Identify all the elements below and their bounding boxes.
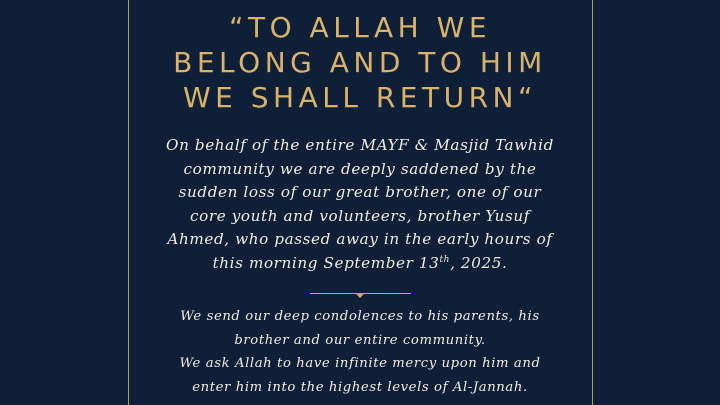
condolence-line: brother and our entire community. [234,332,486,348]
condolence-line: We ask Allah to have infinite mercy upon him and [179,356,541,371]
quote-title [130,10,590,115]
date-prefix: this morning September 13 [212,253,440,272]
divider-notch [356,294,364,298]
condolence-line: enter him into the highest levels of Al-Jannah. [192,379,528,395]
date-ordinal-suffix: th [439,254,451,265]
message-date-line [130,252,590,276]
message-line: Ahmed, who passed away in the early hours of [167,230,553,248]
date-end: , 2025. [450,253,508,272]
announcement-message [130,134,590,275]
title-line: WE SHALL RETURN“ [182,81,537,114]
message-line: sudden loss of our great brother, one of our [178,183,542,201]
condolence-message [130,305,590,399]
message-line: community we are deeply saddened by the [183,159,537,178]
title-line: BELONG AND TO HIM [173,46,547,79]
message-line: core youth and volunteers, brother Yusuf [189,206,531,225]
condolence-line: We send our deep condolences to his parents, his [180,309,540,324]
message-line: On behalf of the entire MAYF & Masjid Tawhid [166,136,554,154]
frame-left-line [128,0,129,405]
frame-right-line [592,0,593,405]
title-line: “TO ALLAH WE [228,11,492,44]
